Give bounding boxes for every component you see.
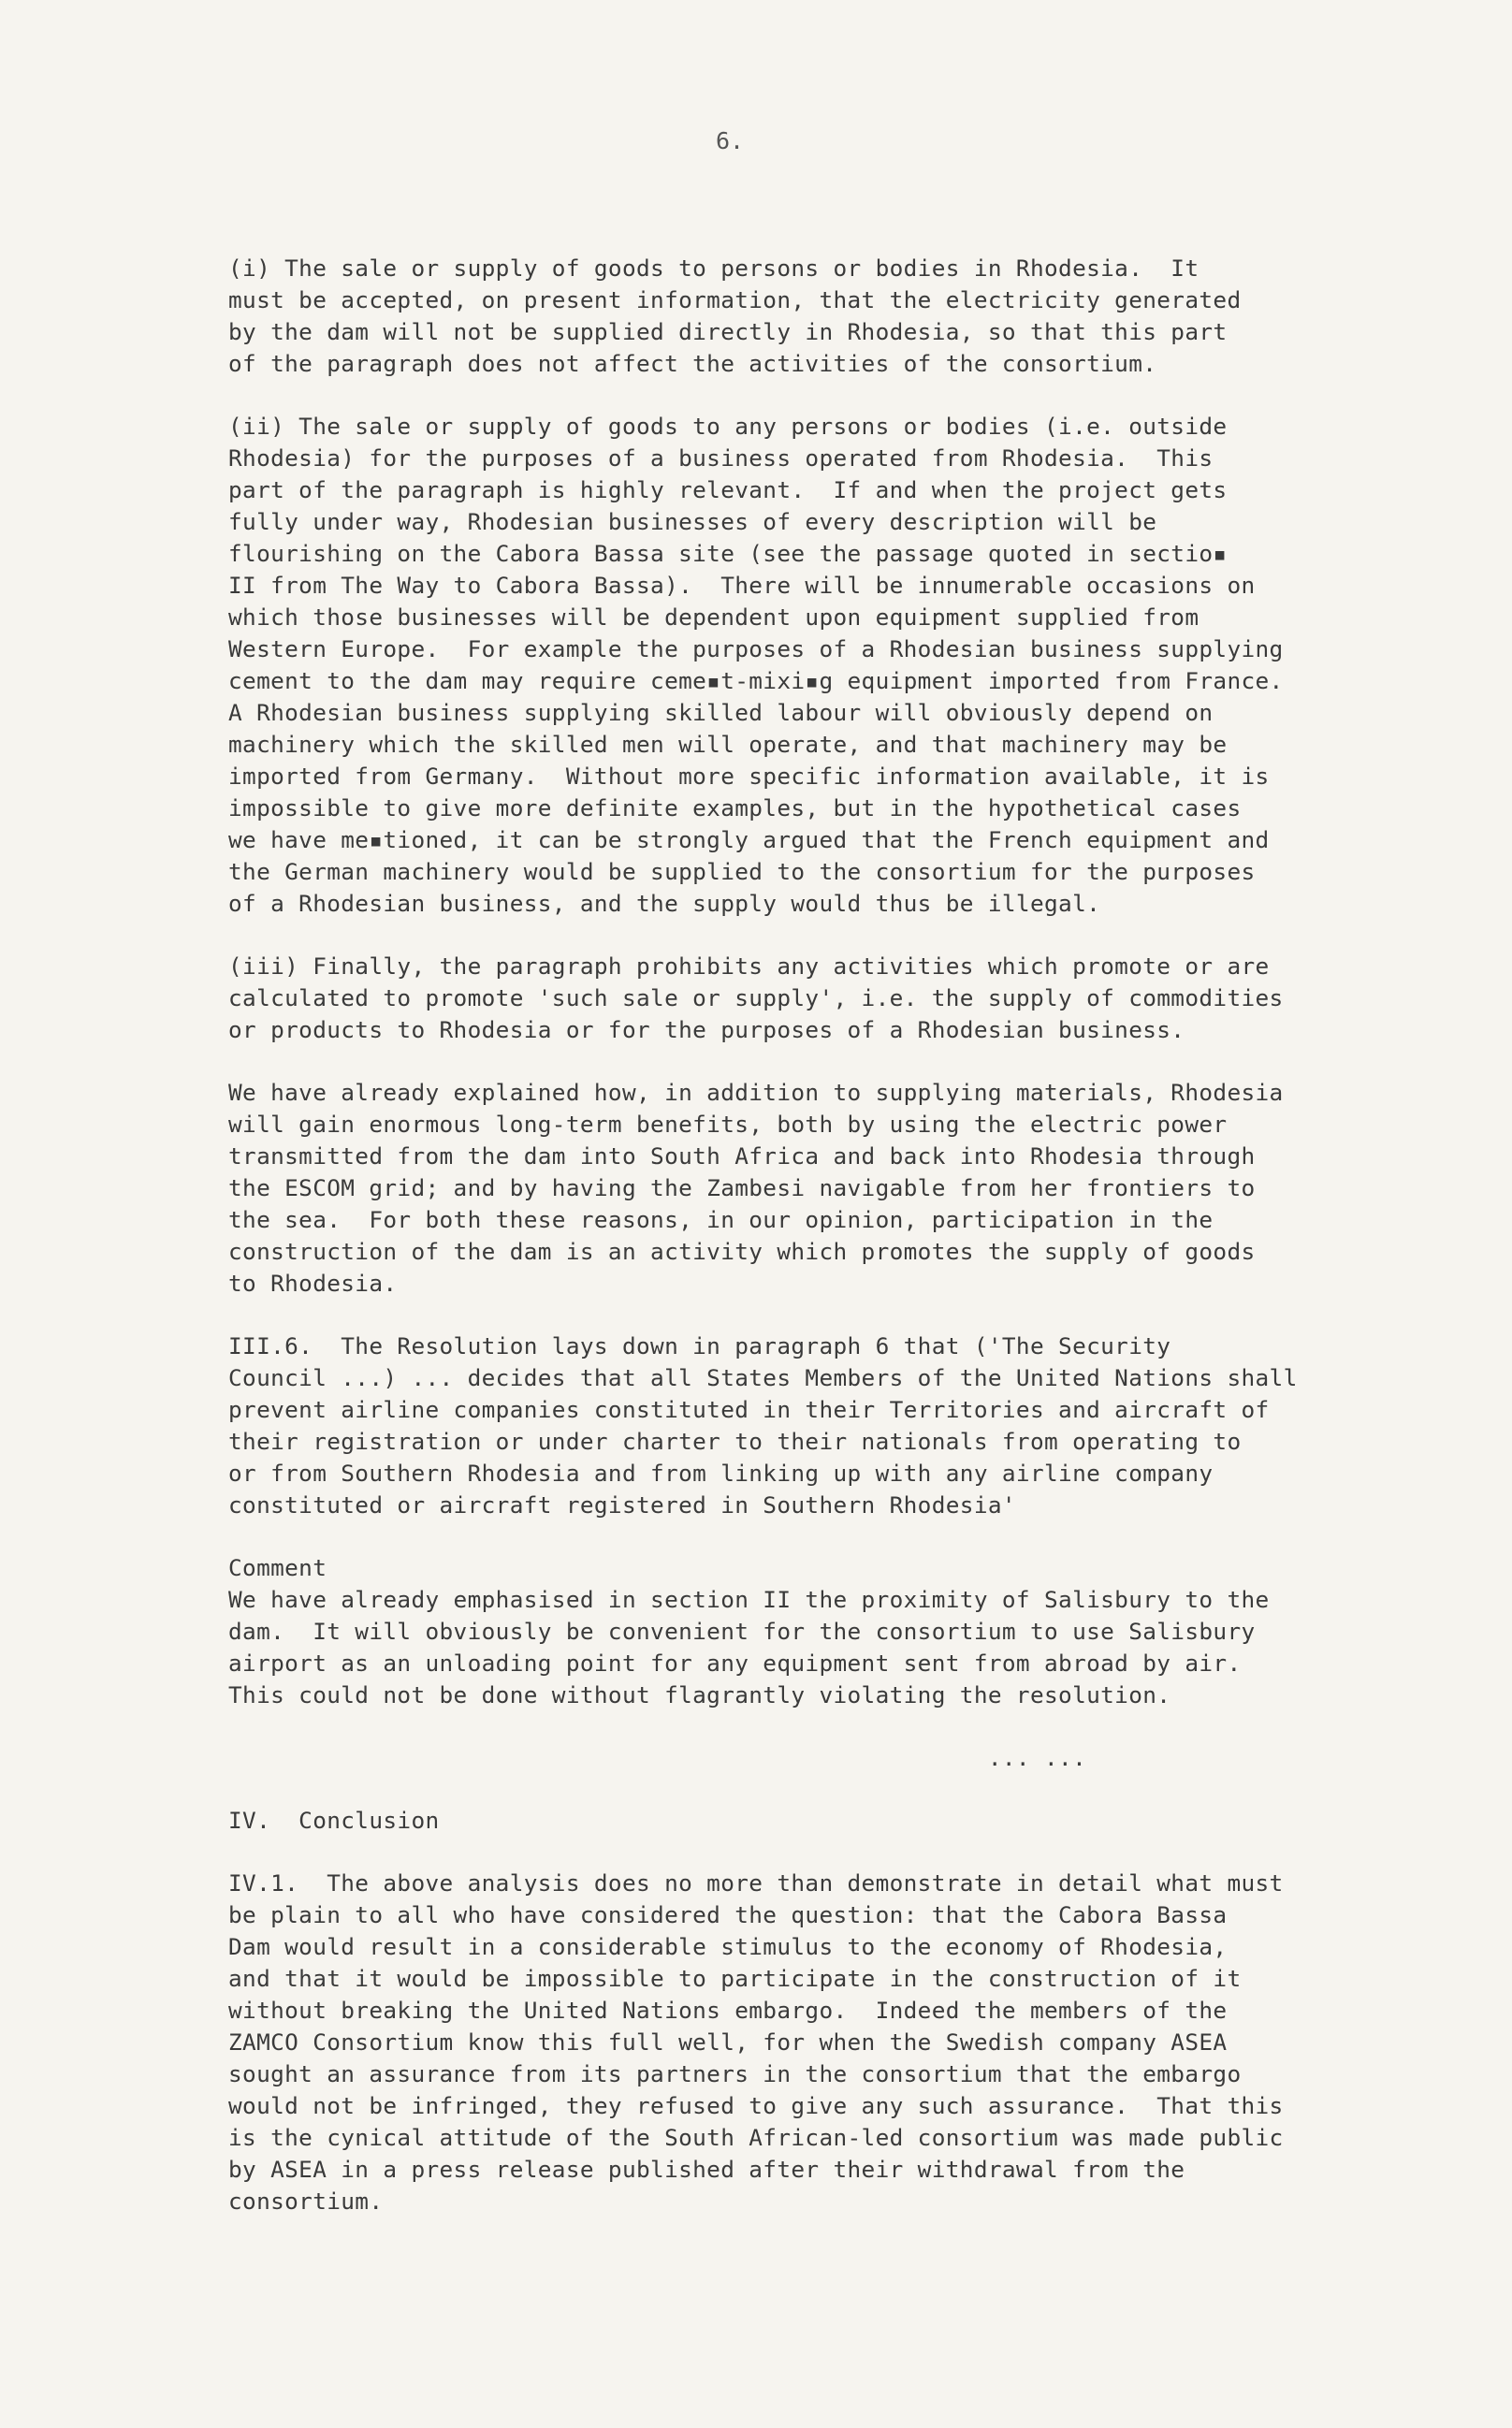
text-line: calculated to promote 'such sale or supply', i.e. the supply of commodities bbox=[228, 984, 1284, 1011]
text-line: flourishing on the Cabora Bassa site (see the passage quoted in sectio▪ bbox=[228, 540, 1228, 567]
paragraph-gap bbox=[228, 1046, 1445, 1077]
text-line: (i) The sale or supply of goods to persons or bodies in Rhodesia. It bbox=[228, 254, 1199, 282]
paragraph-gap bbox=[228, 1837, 1445, 1868]
text-line: dam. It will obviously be convenient for the consortium to use Salisbury bbox=[228, 1618, 1256, 1645]
paragraph-p-iii bbox=[228, 951, 1445, 1046]
text-line: II from The Way to Cabora Bassa). There will be innumerable occasions on bbox=[228, 572, 1256, 599]
text-line: the German machinery would be supplied to the consortium for the purposes bbox=[228, 858, 1256, 885]
text-line: the sea. For both these reasons, in our opinion, participation in the bbox=[228, 1206, 1214, 1233]
paragraph-p-ii bbox=[228, 411, 1445, 920]
paragraph-p-iv1 bbox=[228, 1868, 1445, 2217]
body-text bbox=[228, 253, 1445, 2217]
text-line: (ii) The sale or supply of goods to any persons or bodies (i.e. outside bbox=[228, 413, 1228, 440]
paragraph-gap bbox=[228, 1300, 1445, 1330]
text-line: their registration or under charter to their nationals from operating to bbox=[228, 1428, 1242, 1455]
text-line: sought an assurance from its partners in the consortium that the embargo bbox=[228, 2060, 1242, 2087]
text-line: prevent airline companies constituted in their Territories and aircraft of bbox=[228, 1396, 1270, 1423]
paragraph-p-i bbox=[228, 253, 1445, 380]
text-line: by ASEA in a press release published after their withdrawal from the bbox=[228, 2156, 1185, 2183]
text-line: of a Rhodesian business, and the supply would thus be illegal. bbox=[228, 890, 1101, 917]
text-line: consortium. bbox=[228, 2188, 384, 2215]
text-line: which those businesses will be dependent upon equipment supplied from bbox=[228, 603, 1199, 631]
text-line: We have already emphasised in section II the proximity of Salisbury to the bbox=[228, 1586, 1270, 1613]
paragraph-p-iii6 bbox=[228, 1330, 1445, 1521]
paragraph-gap bbox=[228, 1774, 1445, 1805]
text-line: machinery which the skilled men will operate, and that machinery may be bbox=[228, 731, 1228, 758]
text-line: impossible to give more definite examples, but in the hypothetical cases bbox=[228, 794, 1242, 821]
text-line: cement to the dam may require ceme▪t-mixi▪g equipment imported from France. bbox=[228, 667, 1284, 694]
page-number: 6. bbox=[716, 127, 745, 154]
text-line: This could not be done without flagrantly violating the resolution. bbox=[228, 1681, 1171, 1708]
text-line: be plain to all who have considered the question: that the Cabora Bassa bbox=[228, 1901, 1228, 1928]
text-line: transmitted from the dam into South Africa and back into Rhodesia through bbox=[228, 1142, 1256, 1170]
text-line: the ESCOM grid; and by having the Zambesi navigable from her frontiers to bbox=[228, 1174, 1256, 1201]
text-line: A Rhodesian business supplying skilled labour will obviously depend on bbox=[228, 699, 1214, 726]
text-line: by the dam will not be supplied directly in Rhodesia, so that this part bbox=[228, 318, 1228, 345]
text-line: is the cynical attitude of the South African-led consortium was made public bbox=[228, 2124, 1284, 2151]
text-line: we have me▪tioned, it can be strongly argued that the French equipment and bbox=[228, 826, 1270, 853]
text-line: must be accepted, on present information, that the electricity generated bbox=[228, 286, 1242, 313]
text-line: IV. Conclusion bbox=[228, 1807, 440, 1834]
text-line: will gain enormous long-term benefits, both by using the electric power bbox=[228, 1111, 1228, 1138]
text-line: would not be infringed, they refused to give any such assurance. That this bbox=[228, 2092, 1284, 2119]
text-line: Rhodesia) for the purposes of a business operated from Rhodesia. This bbox=[228, 444, 1214, 472]
text-line: and that it would be impossible to participate in the construction of it bbox=[228, 1965, 1242, 1992]
paragraph-p-benefits bbox=[228, 1077, 1445, 1300]
text-line: Dam would result in a considerable stimulus to the economy of Rhodesia, bbox=[228, 1933, 1228, 1960]
text-line: Western Europe. For example the purposes of a Rhodesian business supplying bbox=[228, 635, 1284, 662]
text-line: ZAMCO Consortium know this full well, for when the Swedish company ASEA bbox=[228, 2028, 1228, 2056]
text-line: part of the paragraph is highly relevant. If and when the project gets bbox=[228, 476, 1228, 503]
text-line: airport as an unloading point for any equipment sent from abroad by air. bbox=[228, 1650, 1242, 1677]
text-line: (iii) Finally, the paragraph prohibits any activities which promote or are bbox=[228, 952, 1270, 980]
text-line: construction of the dam is an activity which promotes the supply of goods bbox=[228, 1238, 1256, 1265]
paragraph-p-heading-iv bbox=[228, 1805, 1445, 1837]
text-line: IV.1. The above analysis does no more than demonstrate in detail what must bbox=[228, 1869, 1284, 1897]
text-line: to Rhodesia. bbox=[228, 1270, 398, 1297]
paragraph-p-comment bbox=[228, 1552, 1445, 1711]
paragraph-gap bbox=[228, 920, 1445, 951]
text-line: without breaking the United Nations embargo. Indeed the members of the bbox=[228, 1997, 1228, 2024]
text-line: or from Southern Rhodesia and from linking up with any airline company bbox=[228, 1460, 1214, 1487]
paragraph-gap bbox=[228, 1711, 1445, 1742]
paragraph-p-dots bbox=[228, 1742, 1445, 1774]
text-line: fully under way, Rhodesian businesses of every description will be bbox=[228, 508, 1157, 535]
text-line: Comment bbox=[228, 1554, 327, 1581]
text-line: constituted or aircraft registered in Southern Rhodesia' bbox=[228, 1491, 1016, 1519]
paragraph-gap bbox=[228, 1521, 1445, 1552]
text-line: ... ... bbox=[228, 1744, 1087, 1771]
text-line: III.6. The Resolution lays down in paragraph 6 that ('The Security bbox=[228, 1332, 1171, 1359]
text-line: or products to Rhodesia or for the purposes of a Rhodesian business. bbox=[228, 1016, 1185, 1043]
paragraph-gap bbox=[228, 380, 1445, 411]
text-line: Council ...) ... decides that all States Members of the United Nations shall bbox=[228, 1364, 1298, 1391]
text-line: imported from Germany. Without more specific information available, it is bbox=[228, 763, 1270, 790]
text-line: of the paragraph does not affect the activities of the consortium. bbox=[228, 350, 1157, 377]
text-line: We have already explained how, in addition to supplying materials, Rhodesia bbox=[228, 1079, 1284, 1106]
